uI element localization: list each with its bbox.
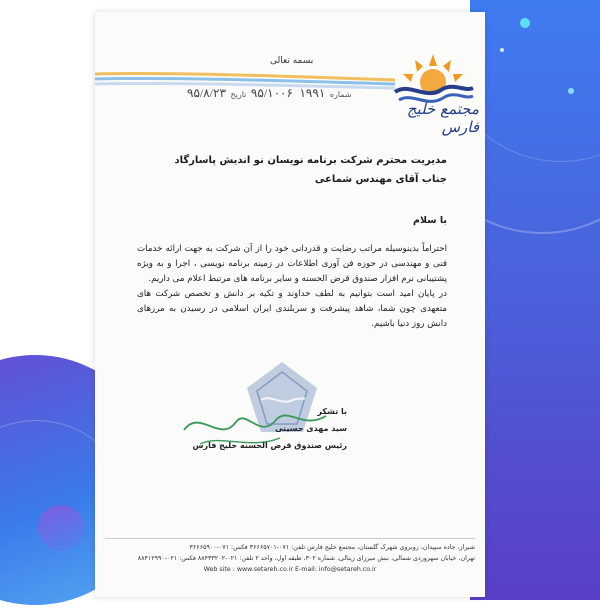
number-value: ۱۹۹۱ (299, 86, 326, 100)
signer-name: سید مهدی حسینی (274, 424, 347, 433)
body-paragraph: در پایان امید است بتوانیم به لطف خداوند و تکیه بر دانش و تخصص شرکت های متعهدی چون شما، شاهد پیشرفت و سربلندی ایران اسلامی در رسیدن به مرزهای دانش روز دنیا باشیم. (137, 289, 447, 329)
signature-closing: با تشکر (317, 407, 347, 416)
footer-web-email: Web site : www.setareh.co.ir E-mail: info@setareh.co.ir (203, 566, 377, 573)
decor-dot (520, 18, 530, 28)
recipient-name: جناب آقای مهندس شماعی (314, 174, 447, 185)
company-logo-text: مجتمع خلیج فارس (406, 100, 479, 136)
date-value: ۹۵/۸/۲۳ (187, 86, 226, 100)
background-small-circle (38, 505, 84, 551)
body-paragraph: احتراماً بدینوسیله مراتب رضایت و قدردانی خود را از آن شرکت به جهت ارائه خدمات فنی و مهندسی در حوزه فن آوری اطلاعات در زمینه برنامه نویسی ، اجرا و به ویژه پشتیبانی نرم افزار صندوق قرض الحسنه و سایر برنامه های مرتبط اعلام می داریم. (137, 244, 447, 284)
attachment-value: ۹۵/۱۰۰۶ (250, 86, 293, 100)
letter-document (95, 12, 485, 597)
signer-title: رئیس صندوق قرض الحسنه خلیج فارس (192, 441, 347, 450)
decor-dot (568, 88, 574, 94)
footer-address-shiraz: شیراز، جاده سپیدان، روبروی شهرک گلستان، مجتمع خلیج فارس تلفن: ۰۷۱-۳۶۶۶۵۷۰۱ فکس: ۰۷۱-۳۶۶۶۵۹۰۰ (189, 544, 475, 551)
footer-address-tehran: تهران، خیابان سهروردی شمالی، نبش میرزای زینالی، شماره ۳۰۲، طبقه اول، واحد ۲ تلفن: ۰۲۱-۸۸۴۳۳۲۰۲ فکس: ۰۲۱-۸۸۴۱۲۹۹۰ (137, 555, 475, 562)
letter-footer (105, 542, 475, 575)
decor-dot (500, 48, 504, 52)
footer-divider (105, 538, 475, 539)
salutation: با سلام (413, 215, 447, 226)
number-label: شماره (329, 90, 352, 99)
recipient-line: مدیریت محترم شرکت برنامه نویسان نو اندیش پاسارگاد (174, 155, 447, 166)
signature-block (187, 407, 347, 450)
letter-meta (185, 86, 395, 101)
handwritten-note: بسمه تعالی (270, 56, 314, 66)
date-label: تاریخ (230, 90, 247, 99)
letterhead (95, 52, 485, 142)
letter-body (137, 155, 447, 332)
